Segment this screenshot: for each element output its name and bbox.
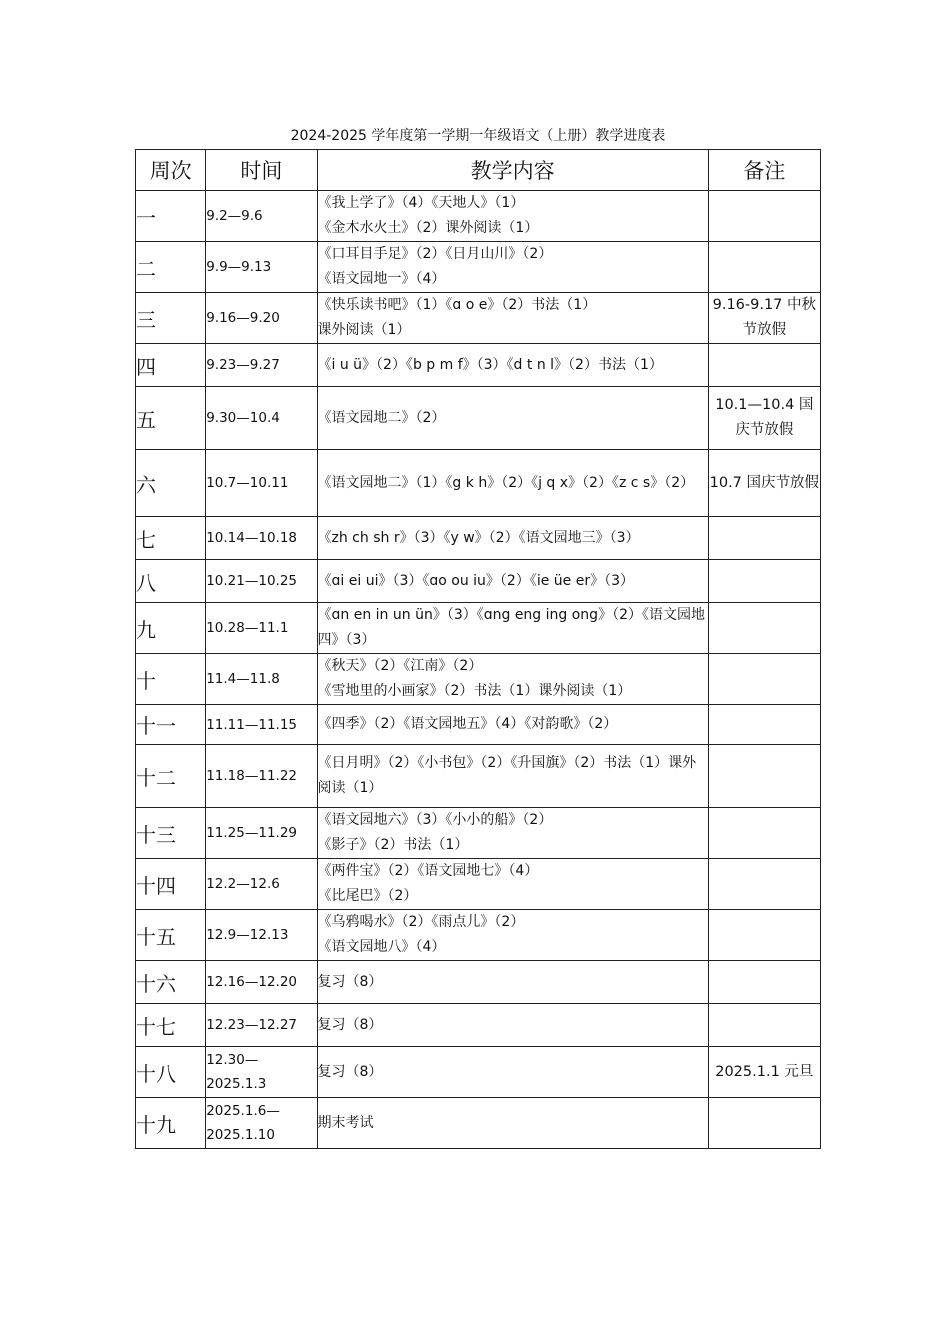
content-line: 复习（8） [317,1063,383,1080]
table-row [136,344,821,387]
content-line: 课外阅读（1） [317,322,411,338]
header-row [136,150,821,191]
content-cell [317,517,708,560]
time-cell: 11.18—11.22 [206,745,317,808]
note-cell [708,654,820,705]
content-line: 《秋天》（2）《江南》（2） [317,658,483,674]
content-line: 《语文园地二》（2） [317,409,446,426]
content-line: 《雪地里的小画家》（2）书法（1）课外阅读（1） [317,683,632,699]
content-line: 《ɑi ei ui》（3）《ɑo ou iu》（2）《ie üe er》（3） [317,572,634,589]
week-cell: 十二 [136,745,206,808]
note-cell [708,344,820,387]
table-row [136,242,821,293]
table-row [136,705,821,745]
table-row [136,1004,821,1047]
note-cell [708,705,820,745]
note-cell [708,961,820,1004]
content-line: 《快乐读书吧》（1）《ɑ o e》（2）书法（1） [317,297,597,313]
week-cell: 十九 [136,1098,206,1149]
content-line: 复习（8） [317,1016,383,1033]
time-cell: 12.9—12.13 [206,910,317,961]
header-week: 周次 [136,150,206,191]
week-cell: 三 [136,293,206,344]
content-line: 《语文园地八》（4） [317,939,446,955]
table-row [136,387,821,450]
content-cell [317,293,708,344]
content-line: 《我上学了》（4）《天地人》（1） [317,195,525,211]
note-cell [708,603,820,654]
time-cell: 10.7—10.11 [206,450,317,517]
time-cell: 2025.1.6—2025.1.10 [206,1098,317,1149]
time-cell: 9.16—9.20 [206,293,317,344]
content-line: 《ɑn en in un ün》（3）《ɑng eng ing ong》（2）《语文园地四》（3） [317,607,705,648]
time-cell: 9.23—9.27 [206,344,317,387]
content-line: 《口耳目手足》（2）《日月山川》（2） [317,246,553,262]
time-cell: 10.21—10.25 [206,560,317,603]
note-cell [708,745,820,808]
schedule-table [135,149,821,1149]
time-cell: 11.11—11.15 [206,705,317,745]
week-cell: 八 [136,560,206,603]
content-line: 复习（8） [317,973,383,990]
content-cell [317,450,708,517]
content-cell [317,705,708,745]
document-title: 2024-2025 学年度第一学期一年级语文（上册）教学进度表 [290,128,666,144]
content-line: 《比尾巴》（2） [317,888,418,904]
note-cell: 2025.1.1 元旦 [708,1047,820,1098]
note-cell [708,1098,820,1149]
time-cell: 12.30—2025.1.3 [206,1047,317,1098]
header-content: 教学内容 [317,150,708,191]
time-cell: 9.2—9.6 [206,191,317,242]
week-cell: 一 [136,191,206,242]
week-cell: 十七 [136,1004,206,1047]
content-cell [317,1047,708,1098]
table-row [136,293,821,344]
content-cell [317,654,708,705]
table-row [136,560,821,603]
note-cell: 10.1—10.4 国庆节放假 [708,387,820,450]
content-cell [317,1004,708,1047]
note-cell [708,191,820,242]
content-line: 《两件宝》（2）《语文园地七》（4） [317,863,539,879]
table-row [136,745,821,808]
content-line: 《zh ch sh r》（3）《y w》（2）《语文园地三》（3） [317,529,640,546]
content-line: 《语文园地一》（4） [317,271,446,287]
content-cell [317,745,708,808]
header-time: 时间 [206,150,317,191]
week-cell: 十三 [136,808,206,859]
week-cell: 十六 [136,961,206,1004]
time-cell: 10.14—10.18 [206,517,317,560]
content-cell [317,387,708,450]
time-cell: 11.4—11.8 [206,654,317,705]
content-cell [317,344,708,387]
content-line: 《i u ü》（2）《b p m f》（3）《d t n l》（2）书法（1） [317,356,663,373]
time-cell: 12.23—12.27 [206,1004,317,1047]
table-row [136,808,821,859]
table-row [136,191,821,242]
content-cell [317,808,708,859]
table-row [136,859,821,910]
content-cell [317,560,708,603]
content-line: 《语文园地二》（1）《g k h》（2）《j q x》（2）《z c s》（2） [317,474,695,491]
week-cell: 七 [136,517,206,560]
table-row [136,961,821,1004]
content-cell [317,191,708,242]
table-row [136,910,821,961]
content-cell [317,1098,708,1149]
time-cell: 11.25—11.29 [206,808,317,859]
content-line: 《四季》（2）《语文园地五》（4）《对韵歌》（2） [317,716,618,732]
week-cell: 六 [136,450,206,517]
note-cell [708,1004,820,1047]
time-cell: 9.30—10.4 [206,387,317,450]
table-row [136,1098,821,1149]
note-cell [708,859,820,910]
content-cell [317,859,708,910]
week-cell: 十八 [136,1047,206,1098]
week-cell: 五 [136,387,206,450]
time-cell: 12.16—12.20 [206,961,317,1004]
content-line: 期末考试 [317,1114,374,1131]
content-line: 《影子》（2）书法（1） [317,837,469,853]
time-cell: 10.28—11.1 [206,603,317,654]
week-cell: 十 [136,654,206,705]
note-cell [708,560,820,603]
note-cell [708,517,820,560]
note-cell: 9.16-9.17 中秋节放假 [708,293,820,344]
content-line: 《乌鸦喝水》（2）《雨点儿》（2） [317,914,525,930]
time-cell: 9.9—9.13 [206,242,317,293]
content-line: 《金木水火土》（2）课外阅读（1） [317,220,539,236]
note-cell: 10.7 国庆节放假 [708,450,820,517]
week-cell: 十四 [136,859,206,910]
week-cell: 九 [136,603,206,654]
content-cell [317,603,708,654]
content-cell [317,910,708,961]
header-note: 备注 [708,150,820,191]
note-cell [708,808,820,859]
week-cell: 十一 [136,705,206,745]
table-row [136,517,821,560]
table-row [136,450,821,517]
table-row [136,603,821,654]
content-cell [317,961,708,1004]
week-cell: 四 [136,344,206,387]
week-cell: 二 [136,242,206,293]
time-cell: 12.2—12.6 [206,859,317,910]
table-row [136,654,821,705]
content-cell [317,242,708,293]
table-row [136,1047,821,1098]
content-line: 《语文园地六》（3）《小小的船》（2） [317,812,553,828]
content-line: 《日月明》（2）《小书包》（2）《升国旗》（2）书法（1）课外阅读（1） [317,755,697,796]
note-cell [708,910,820,961]
note-cell [708,242,820,293]
week-cell: 十五 [136,910,206,961]
